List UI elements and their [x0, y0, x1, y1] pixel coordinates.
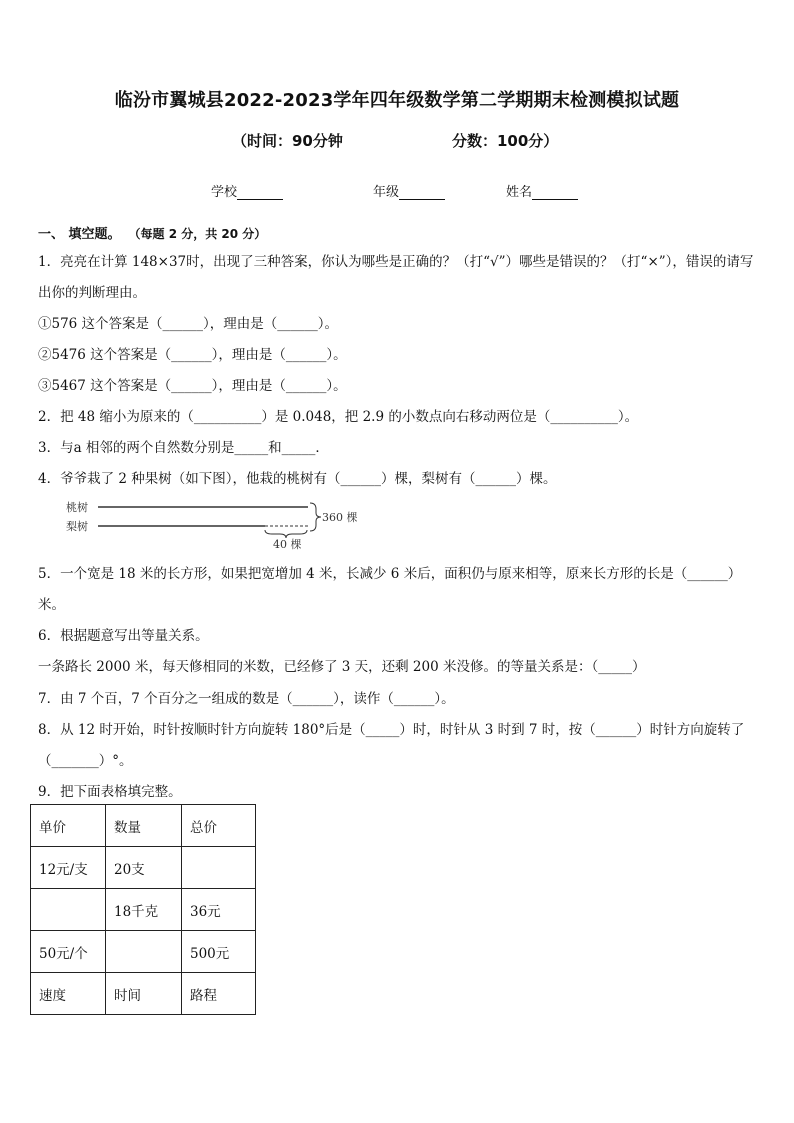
peach-label: 桃树 — [66, 501, 88, 514]
table-cell: 20支 — [106, 847, 182, 889]
table-cell: 36元 — [182, 889, 256, 931]
grade-field — [373, 181, 445, 200]
total-label: 360 棵 — [322, 511, 358, 524]
section-note: （每题 2 分，共 20 分） — [134, 227, 267, 241]
tree-diagram — [60, 497, 380, 552]
table-cell: 12元/支 — [31, 847, 106, 889]
section-title: 一、 填空题。 — [38, 227, 121, 242]
name-blank — [532, 186, 578, 200]
question-8-line-2: （_______）°。 — [38, 753, 133, 769]
table-cell: 500元 — [182, 931, 256, 973]
grade-label: 年级 — [373, 185, 400, 200]
table-row — [31, 805, 256, 847]
question-1-option-a: ①576 这个答案是（______），理由是（______）。 — [38, 316, 339, 332]
school-field — [211, 181, 283, 200]
school-label: 学校 — [211, 185, 238, 200]
question-2: 2．把 48 缩小为原来的（__________）是 0.048，把 2.9 的小数点向右移动两位是（__________）。 — [38, 409, 639, 425]
table-cell: 路程 — [182, 973, 256, 1015]
school-blank — [237, 186, 283, 200]
table-cell: 总价 — [182, 805, 256, 847]
table-row — [31, 889, 256, 931]
table-cell: 50元/个 — [31, 931, 106, 973]
question-3: 3．与a 相邻的两个自然数分别是_____和_____． — [38, 440, 329, 456]
question-5-line-2: 米。 — [38, 597, 65, 613]
table-cell: 18千克 — [106, 889, 182, 931]
question-6-line-1: 6．根据题意写出等量关系。 — [38, 628, 209, 644]
question-7: 7．由 7 个百，7 个百分之一组成的数是（______），读作（______）。 — [38, 691, 455, 707]
fill-in-table — [30, 804, 256, 1015]
question-9: 9．把下面表格填完整。 — [38, 784, 182, 800]
total-brace — [310, 503, 321, 531]
question-8-line-1: 8．从 12 时开始，时针按顺时针方向旋转 180°后是（_____）时，时针从 3 时到 7 时，按（______）时针方向旋转了 — [38, 722, 745, 738]
table-row — [31, 931, 256, 973]
difference-brace — [265, 530, 307, 538]
difference-label: 40 棵 — [273, 538, 302, 551]
name-label: 姓名 — [506, 185, 533, 200]
table-cell: 单价 — [31, 805, 106, 847]
table-row — [31, 973, 256, 1015]
table-cell-blank[interactable] — [31, 889, 106, 931]
question-1-option-b: ②5476 这个答案是（______），理由是（______）。 — [38, 347, 347, 363]
question-6-line-2: 一条路长 2000 米，每天修相同的米数，已经修了 3 天，还剩 200 米没修。的等量关系是：（_____） — [38, 659, 646, 675]
question-1-option-c: ③5467 这个答案是（______），理由是（______）。 — [38, 378, 347, 394]
question-1-line-1: 1．亮亮在计算 148×37时，出现了三种答案，你认为哪些是正确的？（打“√”）哪些是错误的？（打“×”），错误的请写 — [38, 254, 754, 270]
page-title: 临汾市翼城县2022-2023学年四年级数学第二学期期末检测模拟试题 — [114, 90, 680, 111]
pear-label: 梨树 — [66, 520, 88, 533]
question-4: 4．爷爷栽了 2 种果树（如下图），他栽的桃树有（______）棵，梨树有（______）棵。 — [38, 471, 557, 487]
table-cell: 速度 — [31, 973, 106, 1015]
table-cell-blank[interactable] — [106, 931, 182, 973]
table-cell-blank[interactable] — [182, 847, 256, 889]
time-label: （时间：90分钟 — [232, 132, 343, 150]
question-5-line-1: 5．一个宽是 18 米的长方形，如果把宽增加 4 米，长减少 6 米后，面积仍与原来相等，原来长方形的长是（______） — [38, 566, 742, 582]
grade-blank — [399, 186, 445, 200]
name-field — [506, 181, 578, 200]
table-cell: 数量 — [106, 805, 182, 847]
table-row — [31, 847, 256, 889]
question-1-line-2: 出你的判断理由。 — [38, 285, 146, 301]
section-heading — [38, 223, 266, 242]
table-cell: 时间 — [106, 973, 182, 1015]
score-label: 分数：100分） — [452, 132, 559, 150]
